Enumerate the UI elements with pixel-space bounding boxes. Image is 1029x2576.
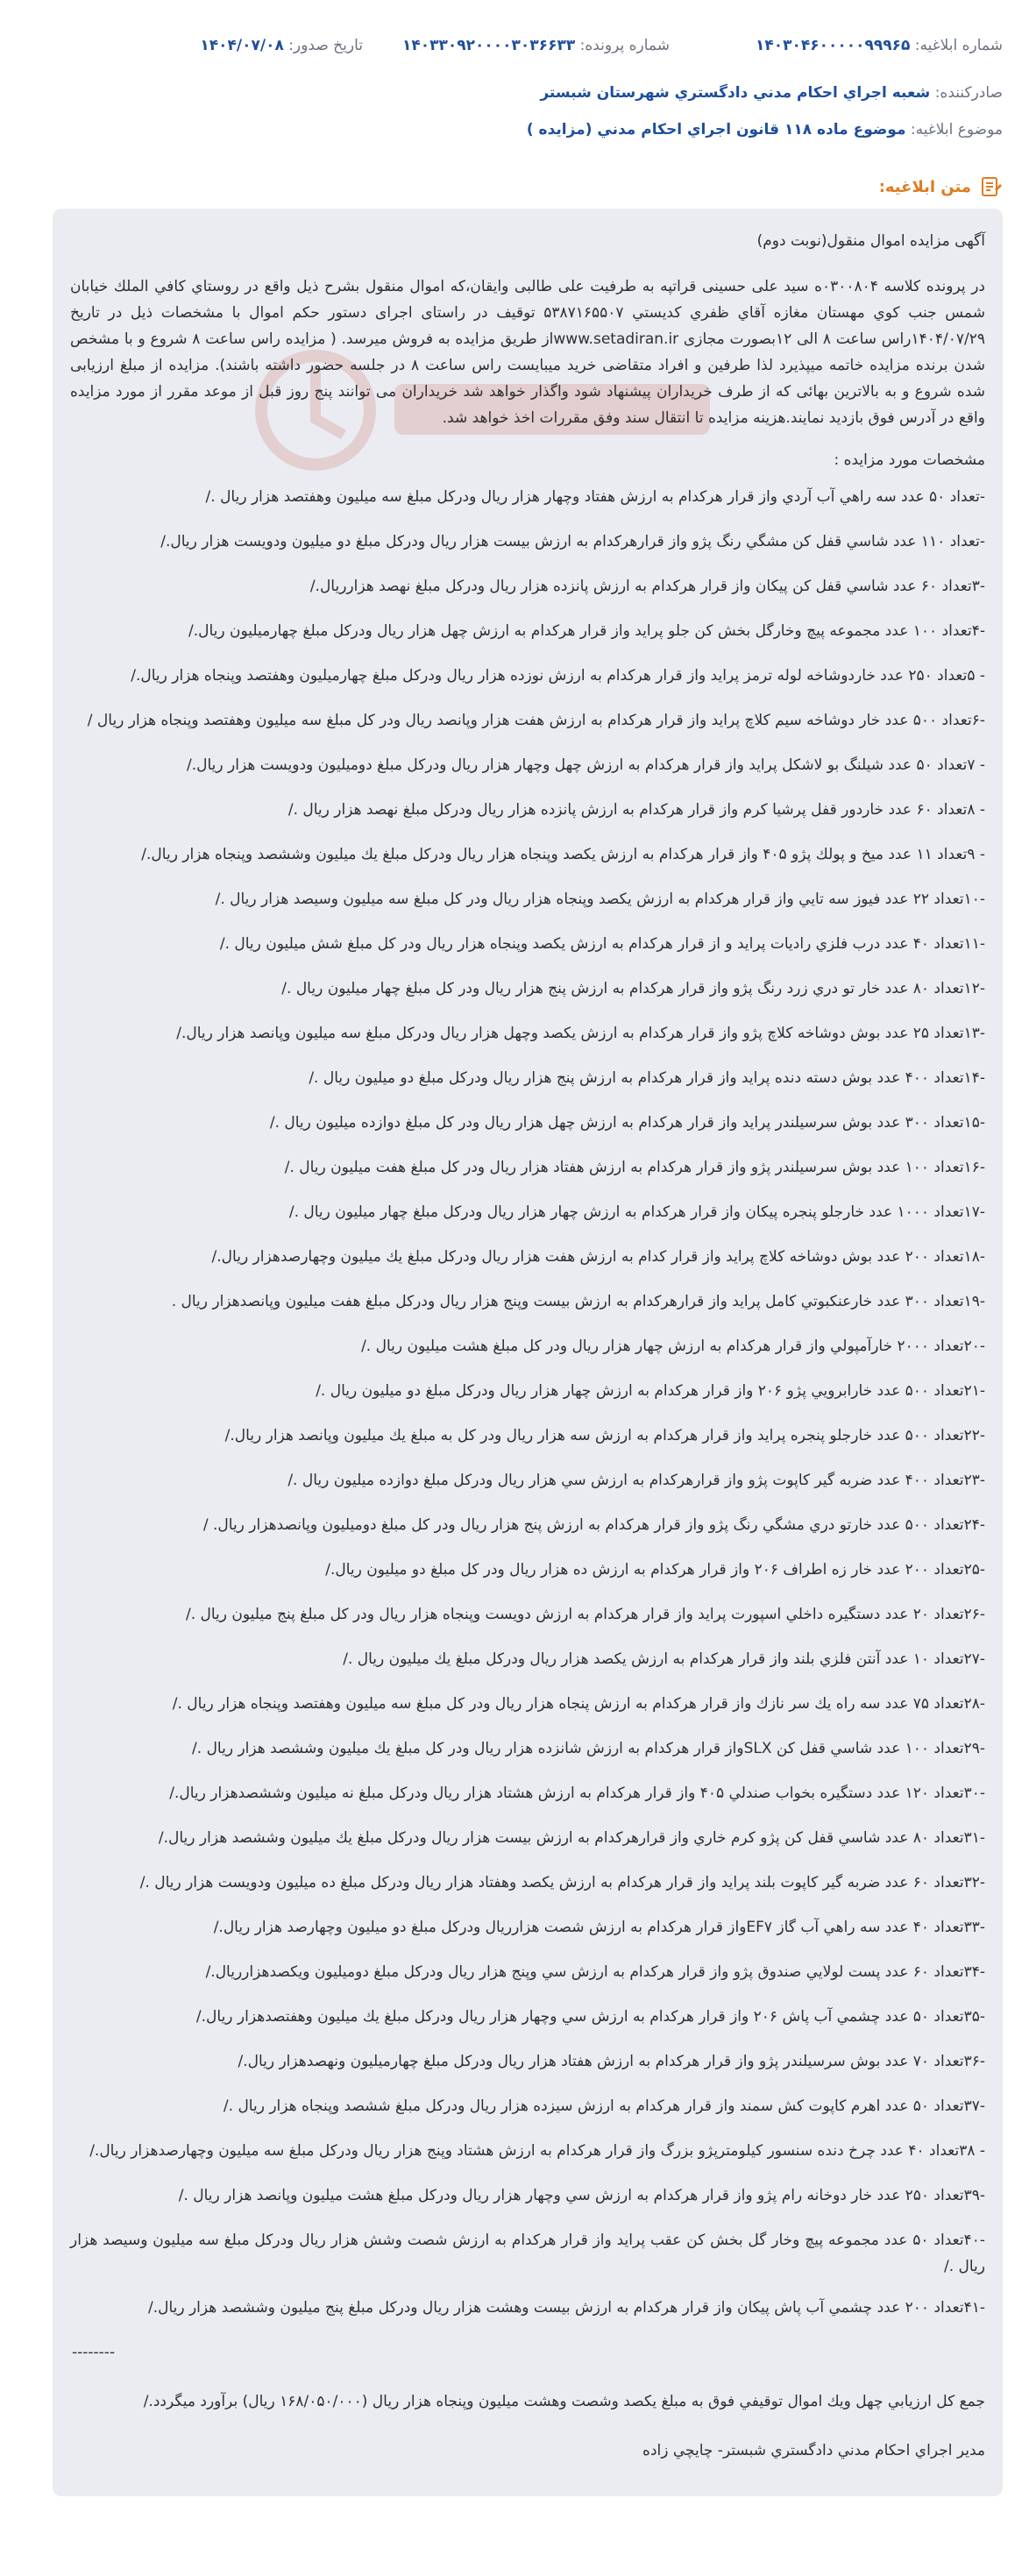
notice-text-title: متن ابلاغیه:: [878, 177, 971, 196]
subject-label: موضوع ابلاغیه:: [910, 121, 1003, 138]
list-item: -۳۵تعداد ۵۰ عدد چشمي آب پاش ۲۰۶ واز قرار هرکدام به ارزش سي وچهار هزار ريال ودرکل مبلغ يك ميليون وهفتصدهزار ريال./: [195, 2008, 985, 2026]
list-item: -۲۹تعداد ۱۰۰ عدد شاسي قفل کن SLXواز قرار هرکدام به ارزش شانزده هزار ريال ودر کل مبلغ يك ميليون وششصد هزار ريال ./: [192, 1740, 985, 1757]
list-item: -۱۶تعداد ۱۰۰ عدد بوش سرسيلندر پژو واز قرار هرکدام به ارزش هفتاد هزار ريال ودر کل مبلغ هفت ميليون ريال ./: [284, 1159, 985, 1176]
list-item: -۳۲تعداد ۶۰ عدد ضربه گير کاپوت بلند پرايد واز قرار هرکدام به ارزش يکصد وهفتاد هزار ريال ودرکل مبلغ ده ميليون ودويست هزار ريال ./: [139, 1874, 985, 1891]
notice-number: [756, 37, 1003, 54]
list-item: -۴۱تعداد ۲۰۰ عدد چشمي آب پاش پيکان واز قرار هرکدام به ارزش بيست وهشت هزار ريال ودرکل مبلغ پنج ميليون وششصد هزار ريال./: [147, 2299, 985, 2317]
issuer-value: شعبه اجراي احکام مدني دادگستري شهرستان شبستر: [540, 84, 931, 102]
case-number: [402, 37, 670, 54]
separator-line: --------: [72, 2344, 116, 2361]
list-item: -۱۷تعداد ۱۰۰۰ عدد خارجلو پنجره پيکان واز قرار هرکدام به ارزش چهار هزار ريال ودرکل مبلغ چهار ميليون ريال ./: [288, 1203, 985, 1221]
list-item: - ۳۸تعداد ۴۰ عدد چرخ دنده سنسور کيلومترپژو بزرگ واز قرار هرکدام به ارزش هشتاد وپنج هزار ريال ودرکل مبلغ سه ميليون وچهارصدهزار ريال./: [89, 2142, 985, 2160]
issuer-line: [540, 84, 1003, 102]
list-item: -۳۰تعداد ۱۲۰ عدد دستگيره بخواب صندلي ۴۰۵ واز قرار هرکدام به ارزش هشتاد هزار ريال ودرکل مبلغ نه ميليون وششصدهزار ريال./: [169, 1785, 985, 1802]
list-item: -۳۱تعداد ۸۰ عدد شاسي قفل کن پژو کرم خاري واز قرارهرکدام به ارزش بيست هزار ريال ودرکل مبلغ يك ميليون وششصد هزار ريال./: [158, 1829, 985, 1847]
notice-number-value: ۱۴۰۳۰۴۶۰۰۰۰۰۹۹۹۶۵: [755, 37, 911, 54]
list-item: -۳تعداد ۶۰ عدد شاسي قفل کن پيکان واز قرار هرکدام به ارزش پانزده هزار ريال ودرکل مبلغ نهصد هزارريال./: [309, 578, 985, 595]
auction-intro: در پرونده کلاسه ۰۳۰۰۸۰۴ه سید علی حسینی قراتپه به طرفیت علی طالبی وایقان،که اموال منقول بشرح ذیل واقع در روستاي کافي الملك خيابان شمس جنب کوي مهستان مغازه آقاي ظفري کديستي ۵۳۸۷۱۶۵۵۰۷ توقیف در راستای اجرای دستور حکم اموال با مشخصات ذیل در تاریخ ۱۴۰۴/۰۷/۲۹راس ساعت ۸ الی ۱۲بصورت مجازی www.setadiran.irاز طریق مزایده به فروش میرسد. ( مزایده راس ساعت ۸ شروع و با مشخص شدن برنده مزایده خاتمه میپذیرد لذا طرفین و افراد متقاضی خرید میبایست راس ساعت ۸ در جلسه حضور داشته باشند). مزایده از مبلغ ارزیابی شده شروع و به بالاترین بهائی که از طرف خریداران پیشنهاد شود واگذار خواهد شد خریداران می توانند پنج روز قبل از موعد مقرر از مورد مزایده واقع در آدرس فوق بازدید نمایند.هزینه مزایده تا انتقال سند وفق مقررات اخذ خواهد شد.: [70, 278, 986, 427]
list-item: -۲۳تعداد ۴۰۰ عدد ضربه گير کاپوت پژو واز قرارهرکدام به ارزش سي هزار ريال ودرکل مبلغ دوازده ميليون ريال ./: [287, 1472, 985, 1489]
list-item: -۳۴تعداد ۶۰ عدد پست لولايي صندوق پژو واز قرار هرکدام به ارزش سي وپنج هزار ريال ودرکل مبلغ دوميليون ويکصدهزارريال./: [205, 1963, 985, 1981]
list-item: -۳۷تعداد ۵۰ عدد اهرم کاپوت کش سمند واز قرار هرکدام به ارزش سيزده هزار ريال ودرکل مبلغ ششصد وپنجاه هزار ريال ./: [223, 2097, 985, 2115]
list-item: -۶تعداد ۵۰۰ عدد خار دوشاخه سيم کلاچ پرايد واز قرار هرکدام به ارزش هفت هزار وپانصد ريال ودر کل مبلغ سه ميليون وهفتصد وپنجاه هزار ريال /: [87, 712, 985, 729]
list-item: -۱۹تعداد ۳۰۰ عدد خارعنکبوتي کامل پرايد واز قرارهرکدام به ارزش بيست وپنج هزار ريال ودرکل مبلغ هفت ميليون وپانصدهزار ريال .: [171, 1293, 985, 1310]
list-item: -۳۶تعداد ۷۰ عدد بوش سرسيلندر پژو واز قرار هرکدام به ارزش هفتاد هزار ريال ودرکل مبلغ چهارميليون ونهصدهزار ريال./: [238, 2053, 985, 2070]
subject-value: موضوع ماده ۱۱۸ قانون اجراي احکام مدني (مزايده ): [526, 121, 906, 138]
list-item: -۲۴تعداد ۵۰۰ عدد خارتو دري مشگي رنگ پژو واز قرار هرکدام به ارزش پنج هزار ريال ودر کل مبلغ دوميليون وپانصدهزار ريال. /: [202, 1516, 985, 1534]
list-item: -۴تعداد ۱۰۰ عدد مجموعه پيچ وخارگل بخش کن جلو پرايد واز قرار هرکدام به ارزش چهل هزار ريال ودرکل مبلغ چهارميليون ريال./: [188, 622, 985, 640]
list-item: -۱۰تعداد ۲۲ عدد فيوز سه تايي واز قرار هرکدام به ارزش يکصد وپنجاه هزار ريال ودر کل مبلغ سه ميليون وسيصد هزار ريال ./: [215, 891, 985, 908]
list-item: -۲۷تعداد ۱۰ عدد آنتن فلزي بلند واز قرار هرکدام به ارزش يکصد هزار ريال ودرکل مبلغ يك ميليون ريال ./: [343, 1650, 985, 1668]
case-number-label: شماره پرونده:: [579, 37, 670, 54]
list-item: - ۸تعداد ۶۰ عدد خاردور قفل پرشيا کرم واز قرار هرکدام به ارزش پانزده هزار ريال ودرکل مبلغ نهصد هزار ريال ./: [287, 801, 985, 819]
list-item: -۲۵تعداد ۲۰۰ عدد خار زه اطراف ۲۰۶ واز قرار هرکدام به ارزش ده هزار ريال ودر کل مبلغ دو ميليون ريال./: [325, 1561, 985, 1579]
list-item: -۲۶تعداد ۲۰ عدد دستگيره داخلي اسپورت پرايد واز قرار هرکدام به ارزش دويست وپنجاه هزار ريال ودر کل مبلغ پنج ميليون ريال ./: [185, 1606, 985, 1623]
list-item: -۱۸تعداد ۲۰۰ عدد بوش دوشاخه کلاچ پرايد واز قرار کدام به ارزش هفت هزار ريال ودرکل مبلغ يك ميليون وچهارصدهزار ريال./: [211, 1248, 985, 1266]
list-item: - ۷تعداد ۵۰ عدد شيلنگ بو لاشکل پرايد واز قرار هرکدام به ارزش چهل وچهار هزار ريال ودرکل مبلغ دوميليون ودويست هزار ريال./: [187, 756, 985, 774]
notice-text-heading: [879, 172, 1003, 202]
list-item: -۱۱تعداد ۴۰ عدد درب فلزي راديات پرايد و از قرار هرکدام به ارزش يکصد وپنجاه هزار ريال ودر کل مبلغ شش ميليون ريال ./: [219, 935, 985, 953]
list-item: -۱۳تعداد ۲۵ عدد بوش دوشاخه کلاچ پژو واز قرار هرکدام به ارزش يکصد وچهل هزار ريال ودرکل مبلغ سه ميليون وپانصد هزار ريال./: [176, 1025, 985, 1042]
list-item: -۱۴تعداد ۴۰۰ عدد بوش دسته دنده پرايد واز قرار هرکدام به ارزش پنج هزار ريال ودرکل مبلغ دو ميليون ريال ./: [309, 1069, 985, 1087]
notice-content-box: [53, 209, 1003, 2496]
list-item: -۲۸تعداد ۷۵ عدد سه راه يك سر نازك واز قرار هرکدام به ارزش پنجاه هزار ريال ودر کل مبلغ سه ميليون وهفتصد وپنجاه هزار ريال ./: [172, 1695, 985, 1713]
list-item: -۱۵تعداد ۳۰۰ عدد بوش سرسيلندر پرايد واز قرار هرکدام به ارزش چهل هزار ريال ودر کل مبلغ دوازده ميليون ريال ./: [269, 1114, 985, 1132]
case-number-value: ۱۴۰۳۳۰۹۲۰۰۰۰۳۰۳۶۶۳۳: [402, 37, 576, 54]
spec-title: مشخصات مورد مزايده :: [834, 451, 985, 469]
notice-document-icon: [980, 175, 1003, 198]
issuer-label: صادرکننده:: [934, 84, 1003, 102]
issue-date-value: ۱۴۰۴/۰۷/۰۸: [200, 37, 284, 54]
notice-number-label: شماره ابلاغیه:: [914, 37, 1003, 54]
notice-body: [70, 228, 985, 2464]
issue-date: [200, 37, 363, 54]
list-item: -تعداد ۱۱۰ عدد شاسي قفل کن مشگي رنگ پژو واز قرارهرکدام به ارزش بيست هزار ريال ودرکل مبلغ دو ميليون ودويست هزار ريال./: [160, 533, 985, 550]
total-appraisal: جمع کل ارزيابي چهل ويك اموال توقيفي فوق به مبلغ يکصد وشصت وهشت ميليون وپنجاه هزار ريال (۱۶۸/۰۵۰/۰۰۰ ريال) برآورد ميگردد./: [143, 2393, 985, 2410]
list-item: -۲۱تعداد ۵۰۰ عدد خارابرويي پژو ۲۰۶ واز قرار هرکدام به ارزش چهار هزار ريال ودرکل مبلغ دو ميليون ريال ./: [316, 1382, 985, 1400]
list-item: -۲۲تعداد ۵۰۰ عدد خارجلو پنجره پرايد واز قرار هرکدام به ارزش سه هزار ريال ودر کل به مبلغ يك ميليون وپانصد هزار ريال./: [224, 1427, 985, 1444]
list-item: - ۵تعداد ۲۵۰ عدد خاردوشاخه لوله ترمز پرايد واز قرار هرکدام به ارزش نوزده هزار ريال ودرکل مبلغ چهارميليون وهفتصد وپنجاه هزار ريال./: [131, 667, 985, 685]
list-item: -تعداد ۵۰ عدد سه راهي آب آردي واز قرار هرکدام به ارزش هفتاد وچهار هزار ريال ودرکل مبلغ سه ميليون وهفتصد هزار ريال ./: [205, 488, 985, 506]
subject-line: [527, 121, 1003, 138]
list-item: -۲۰تعداد ۲۰۰۰ خارآمپولي واز قرار هرکدام به ارزش چهار هزار ريال ودر کل مبلغ هشت ميليون ريال ./: [361, 1338, 985, 1355]
notice-meta-row: [26, 37, 1003, 72]
list-item: - ۹تعداد ۱۱ عدد ميخ و پولك پژو ۴۰۵ واز قرار هرکدام به ارزش يکصد وپنجاه هزار ريال ودرکل مبلغ يك ميليون وششصد وپنجاه هزار ريال./: [141, 846, 985, 863]
list-item: -۴۰تعداد ۵۰ عدد مجموعه پيچ وخار گل بخش کن عقب پرايد واز قرار هرکدام به ارزش شصت وشش هزار ريال ودرکل مبلغ سه ميليون وسيصد هزار ريال ./: [70, 2232, 985, 2275]
auction-title: آگهی مزایده اموال منقول(نوبت دوم): [756, 232, 985, 250]
issue-date-label: تاریخ صدور:: [288, 37, 363, 54]
signature-line: مدير اجراي احکام مدني دادگستري شبستر- چايچي زاده: [642, 2442, 985, 2459]
list-item: -۱۲تعداد ۸۰ عدد خار تو دري زرد رنگ پژو واز قرار هرکدام به ارزش پنج هزار ريال ودر کل مبلغ چهار ميليون ريال ./: [281, 980, 985, 997]
list-item: -۳۹تعداد ۲۵۰ عدد خار دوخانه رام پژو واز قرار هرکدام به ارزش سي وچهار هزار ريال ودرکل مبلغ هشت ميليون وپانصد هزار ريال ./: [178, 2187, 985, 2204]
list-item: -۳۳تعداد ۴۰ عدد سه راهي آب گاز EF۷واز قرار هرکدام به ارزش شصت هزارريال ودرکل مبلغ دو ميليون وچهارصد هزار ريال./: [213, 1919, 985, 1936]
